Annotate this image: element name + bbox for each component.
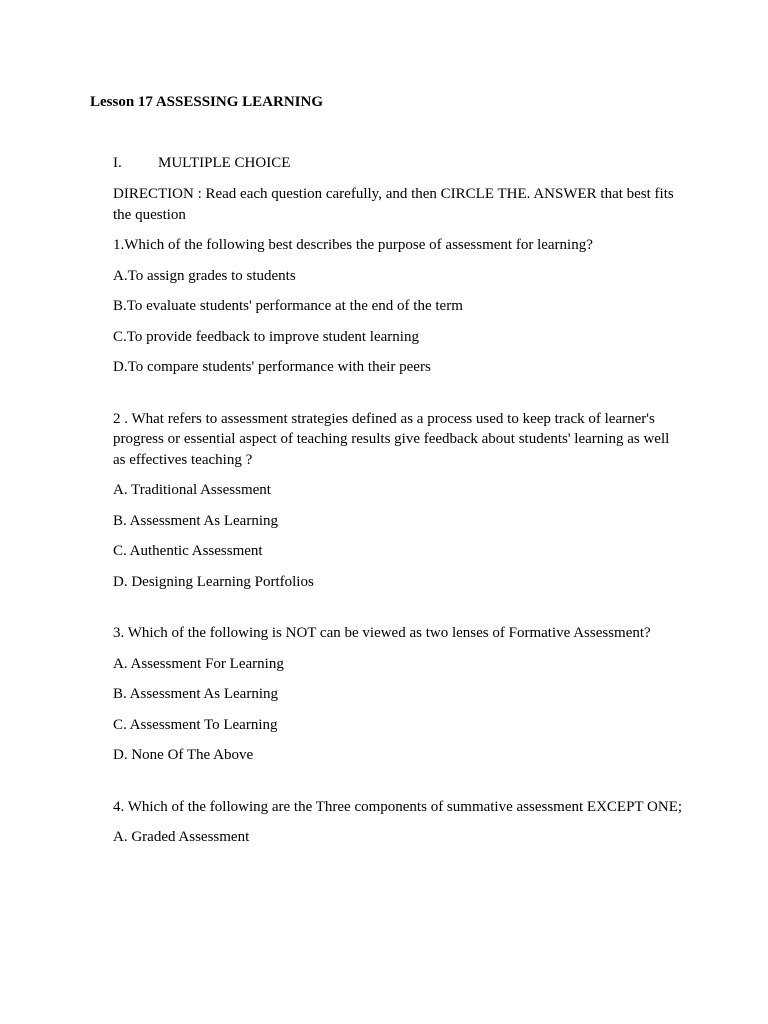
- section-numeral: I.: [113, 155, 122, 171]
- lesson-title: Lesson 17 ASSESSING LEARNING: [90, 94, 323, 110]
- answer-option: A.To assign grades to students: [113, 267, 296, 284]
- answer-option: B. Assessment As Learning: [113, 512, 278, 529]
- answer-option: D.To compare students' performance with their peers: [113, 359, 431, 375]
- question-text: 4. Which of the following are the Three components of summative assessment EXCEPT ONE;: [113, 798, 683, 815]
- answer-option: A. Assessment For Learning: [113, 655, 284, 672]
- question-text: 3. Which of the following is NOT can be viewed as two lenses of Formative Assessment?: [113, 625, 651, 641]
- direction-text: DIRECTION : Read each question carefully, and then CIRCLE THE. ANSWER that best fits the question: [113, 186, 674, 223]
- document-content: [113, 184, 683, 858]
- section-heading: [113, 154, 290, 172]
- question-1: [113, 235, 683, 378]
- question-4: [113, 797, 683, 848]
- answer-option: D. Designing Learning Portfolios: [113, 573, 314, 590]
- answer-option: D. None Of The Above: [113, 747, 254, 763]
- answer-option: C. Authentic Assessment: [113, 543, 263, 559]
- question-3: [113, 623, 683, 766]
- section-title: MULTIPLE CHOICE: [158, 155, 291, 171]
- question-text: 1.Which of the following best describes the purpose of assessment for learning?: [113, 237, 593, 253]
- answer-option: C.To provide feedback to improve student learning: [113, 328, 419, 345]
- answer-option: A. Graded Assessment: [113, 829, 250, 845]
- question-text: 2 . What refers to assessment strategies defined as a process used to keep track of learner's progress or essential aspect of teaching results give feedback about students' learning as well as effectives teaching ?: [113, 410, 670, 468]
- answer-option: A. Traditional Assessment: [113, 482, 271, 498]
- answer-option: B.To evaluate students' performance at the end of the term: [113, 298, 463, 314]
- answer-option: C. Assessment To Learning: [113, 716, 278, 733]
- question-2: [113, 409, 683, 593]
- answer-option: B. Assessment As Learning: [113, 686, 278, 702]
